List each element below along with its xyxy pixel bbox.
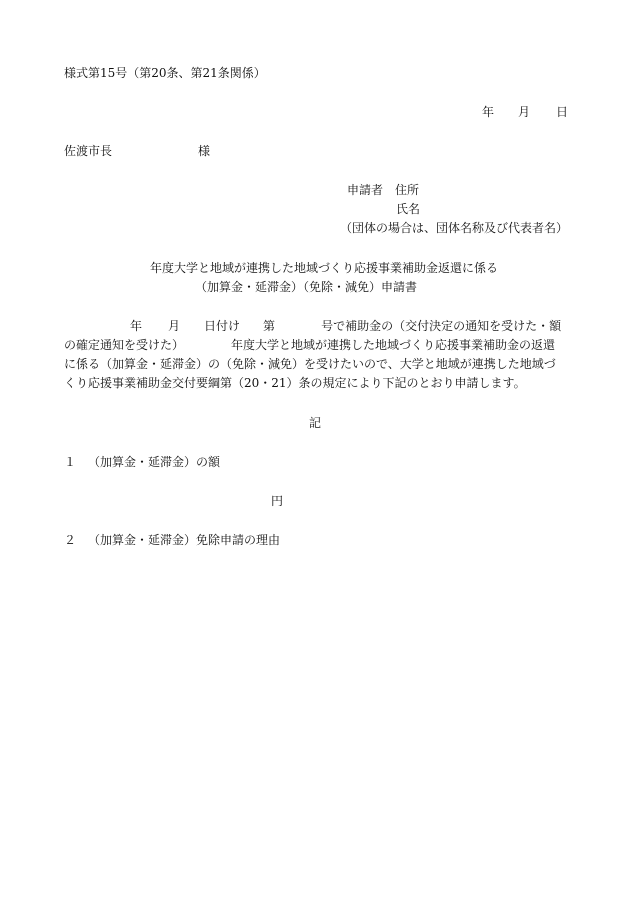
item-1-number: １ bbox=[64, 455, 77, 469]
yen-label: 円 bbox=[271, 494, 284, 508]
body-line-3: に係る（加算金・延滞金）の（免除・減免）を受けたいので、大学と地域が連携した地域づ bbox=[64, 357, 556, 371]
date-year-label: 年 bbox=[482, 105, 495, 119]
document-title-line1: 年度大学と地域が連携した地域づくり応援事業補助金返還に係る bbox=[150, 261, 499, 275]
applicant-label: 申請者 bbox=[347, 183, 384, 197]
date-line bbox=[482, 105, 568, 119]
addressee bbox=[64, 144, 210, 158]
date-month-label: 月 bbox=[518, 105, 531, 119]
body-number-prefix: 第 bbox=[263, 319, 276, 333]
applicant-note: （団体の場合は、団体名称及び代表者名） bbox=[340, 221, 569, 235]
form-number: 様式第15号（第20条、第21条関係） bbox=[64, 66, 266, 80]
addressee-honorific: 様 bbox=[198, 144, 211, 158]
applicant-address-label: 住所 bbox=[395, 183, 420, 197]
body-line-2-rest: 年度大学と地域が連携した地域づくり応援事業補助金の返還 bbox=[231, 338, 556, 352]
applicant-name-label: 氏名 bbox=[396, 202, 421, 216]
body-line-2 bbox=[64, 338, 555, 352]
item-1-label: （加算金・延滞金）の額 bbox=[88, 455, 221, 469]
date-day-label: 日 bbox=[556, 105, 569, 119]
document-title-line2: （加算金・延滞金）（免除・減免）申請書 bbox=[195, 280, 418, 294]
body-line-1-rest: 号で補助金の（交付決定の通知を受けた・額 bbox=[321, 319, 562, 333]
body-line-1 bbox=[64, 319, 561, 333]
item-2 bbox=[64, 533, 280, 547]
applicant-address-line bbox=[347, 183, 419, 197]
item-2-number: ２ bbox=[64, 533, 77, 547]
body-month-label: 月 bbox=[168, 319, 181, 333]
addressee-name: 佐渡市長 bbox=[64, 144, 113, 158]
item-2-label: （加算金・延滞金）免除申請の理由 bbox=[88, 533, 281, 547]
body-day-label: 日付け bbox=[204, 319, 241, 333]
body-year-label: 年 bbox=[130, 319, 143, 333]
body-line-4: くり応援事業補助金交付要綱第（20・21）条の規定により下記のとおり申請します。 bbox=[64, 376, 526, 390]
body-line-2-start: の確定通知を受けた） bbox=[64, 338, 185, 352]
item-1 bbox=[64, 455, 220, 469]
ki-heading: 記 bbox=[309, 416, 322, 430]
